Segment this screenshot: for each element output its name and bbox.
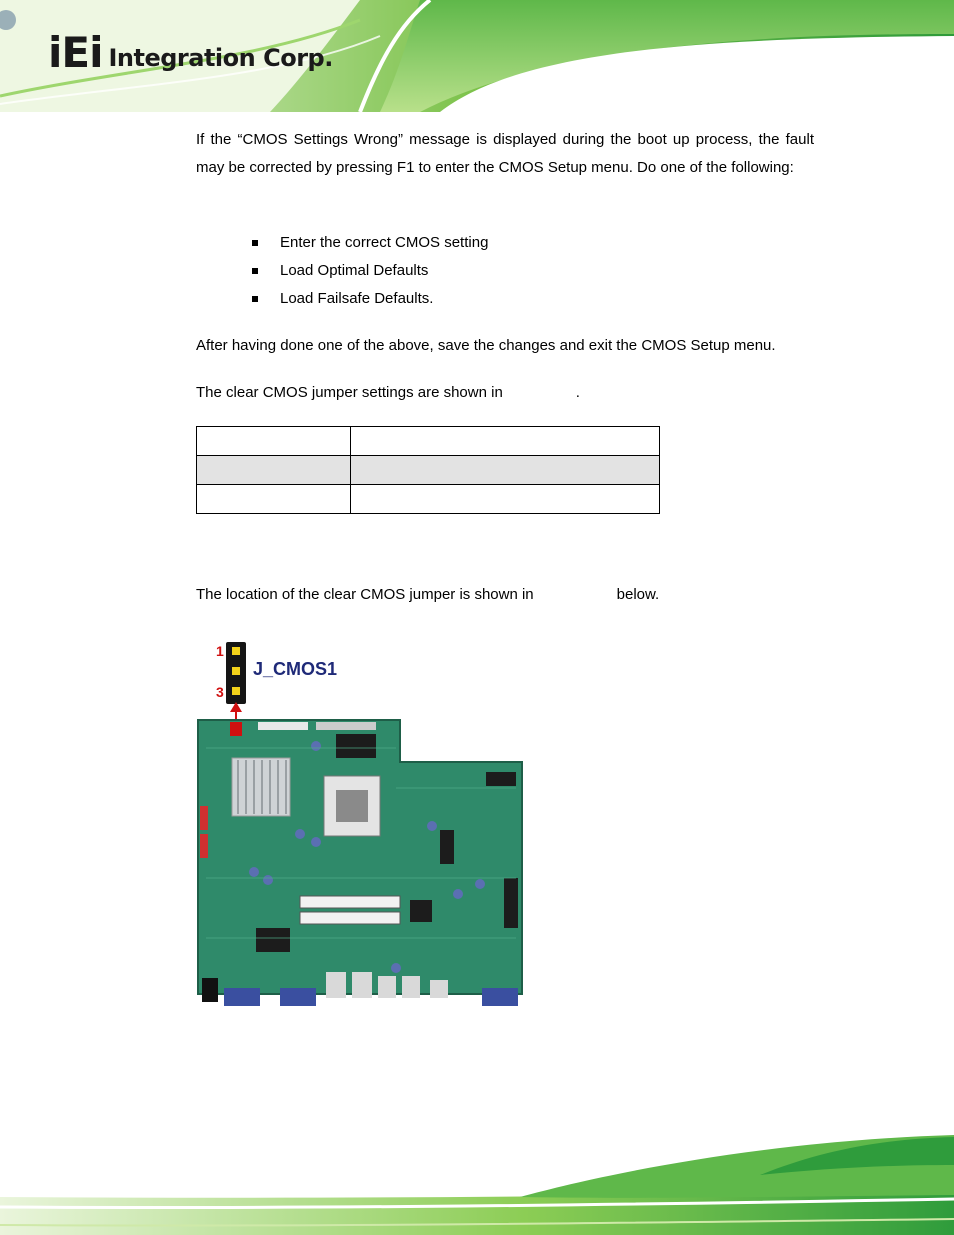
jumper-settings-table <box>196 426 660 514</box>
options-list <box>252 229 488 313</box>
table-cell <box>197 485 351 514</box>
table-row <box>197 456 660 485</box>
jumper-location-diagram <box>196 638 526 1010</box>
company-logo <box>48 28 333 77</box>
after-paragraph: After having done one of the above, save the changes and exit the CMOS Setup menu. <box>196 337 776 354</box>
table-cell <box>197 427 351 456</box>
settings-reference: The clear CMOS jumper settings are shown in . <box>196 384 580 401</box>
pin-number-last: 3 <box>216 684 224 700</box>
bullet-icon <box>252 268 258 274</box>
location-reference: The location of the clear CMOS jumper is shown in below. <box>196 586 660 603</box>
pin-number-first: 1 <box>216 643 224 659</box>
intro-paragraph: If the “CMOS Settings Wrong” message is displayed during the boot up process, the fault may be corrected by pressing F1 to enter the CMOS Setup menu. Do one of the following: <box>196 131 814 176</box>
table-row <box>197 427 660 456</box>
bullet-icon <box>252 240 258 246</box>
logo-mark: iEi <box>48 28 103 77</box>
table-cell <box>351 456 660 485</box>
bullet-icon <box>252 296 258 302</box>
table-cell <box>197 456 351 485</box>
table-row <box>197 485 660 514</box>
table-cell <box>351 427 660 456</box>
jumper-label: J_CMOS1 <box>253 659 338 679</box>
footer-banner <box>0 1135 954 1235</box>
list-item: Load Failsafe Defaults. <box>252 285 488 313</box>
list-item: Enter the correct CMOS setting <box>252 229 488 257</box>
logo-text: Integration Corp. <box>108 44 333 72</box>
list-item: Load Optimal Defaults <box>252 257 488 285</box>
table-cell <box>351 485 660 514</box>
